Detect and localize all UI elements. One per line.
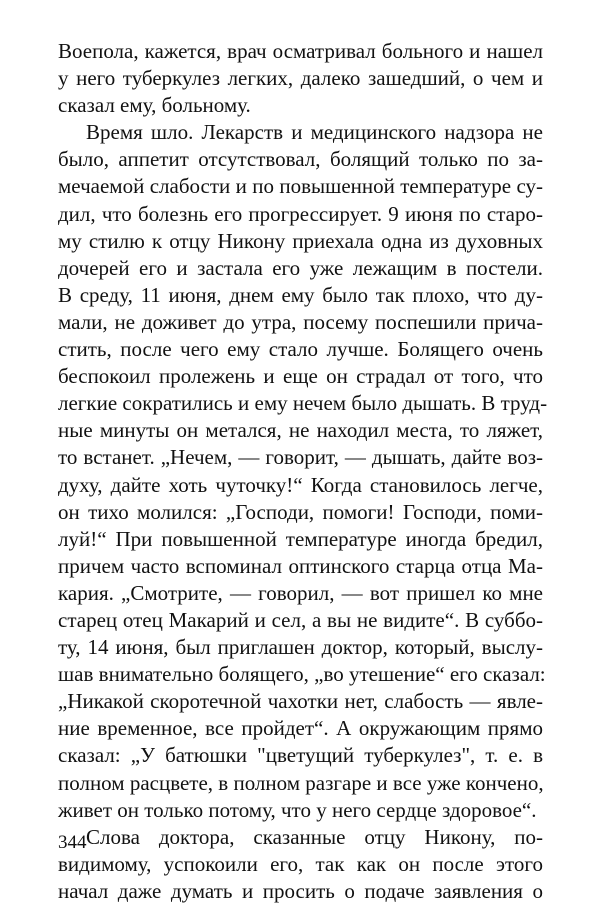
text-line: духу, дайте хоть чуточку!“ Когда становилось легче, bbox=[58, 472, 543, 497]
text-line: мали, не доживет до утра, посему поспешили прича- bbox=[58, 309, 543, 334]
text-line: ние временное, все пройдет“. А окружающим прямо bbox=[58, 716, 543, 741]
paragraph-2 bbox=[58, 119, 548, 823]
text-line: „Никакой скоротечной чахотки нет, слабость — явле- bbox=[58, 689, 543, 714]
text-line: Воепола, кажется, врач осматривал больного и нашел bbox=[58, 39, 543, 63]
paragraph-1 bbox=[58, 38, 543, 119]
text-line: причем часто вспоминал оптинского старца отца Ма- bbox=[58, 553, 543, 578]
text-line: живет он только потому, что у него сердце здоровое“. bbox=[58, 797, 537, 822]
text-line: старец отец Макарий и сел, а вы не видите“. В суббо- bbox=[58, 607, 543, 632]
text-line: сказал ему, больному. bbox=[58, 93, 251, 118]
text-line: полном расцвете, в полном разгаре и все уже кончено, bbox=[58, 770, 544, 795]
text-line: Слова доктора, сказанные отцу Никону, по- bbox=[86, 824, 543, 849]
text-line: шав внимательно болящего, „во утешение“ его сказал: bbox=[58, 662, 546, 687]
text-line: В среду, 11 июня, днем ему было так плохо, что ду- bbox=[58, 282, 543, 307]
text-line: было, аппетит отсутствовал, болящий только по за- bbox=[58, 147, 543, 172]
text-line: видимому, успокоили его, так как он после этого bbox=[58, 851, 543, 876]
text-line: беспокоил пролежень и еще он страдал от того, что bbox=[58, 364, 543, 389]
text-line: ту, 14 июня, был приглашен доктор, который, выслу- bbox=[58, 635, 543, 660]
text-line: луй!“ При повышенной температуре иногда бредил, bbox=[58, 526, 543, 551]
text-line: начал даже думать и просить о подаче заявления о bbox=[58, 878, 543, 903]
text-line: он тихо молился: „Господи, помоги! Господи, поми- bbox=[58, 499, 543, 524]
text-line: ные минуты он метался, не находил места, то ляжет, bbox=[58, 418, 543, 443]
text-line: дил, что болезнь его прогрессирует. 9 июня по старо- bbox=[58, 201, 543, 226]
text-line: Время шло. Лекарств и медицинского надзора не bbox=[86, 120, 543, 145]
text-line: му стилю к отцу Никону приехала одна из духовных bbox=[58, 228, 543, 253]
text-line: легкие сократились и ему нечем было дышать. В труд- bbox=[58, 391, 548, 416]
text-line: то встанет. „Нечем, — говорит, — дышать, дайте воз- bbox=[58, 445, 543, 470]
page-number: 344 bbox=[58, 832, 87, 853]
text-line: сказал: „У батюшки "цветущий туберкулез", т. е. в bbox=[58, 743, 543, 768]
text-line: мечаемой слабости и по повышенной температуре су- bbox=[58, 174, 543, 199]
page-body bbox=[58, 38, 548, 905]
text-line: у него туберкулез легких, далеко зашедший, о чем и bbox=[58, 66, 543, 91]
text-line: дочерей его и застала его уже лежащим в постели. bbox=[58, 255, 543, 280]
text-line: стить, после чего ему стало лучше. Болящего очень bbox=[58, 337, 543, 362]
text-line: кария. „Смотрите, — говорил, — вот пришел ко мне bbox=[58, 580, 543, 605]
paragraph-3 bbox=[58, 824, 543, 905]
